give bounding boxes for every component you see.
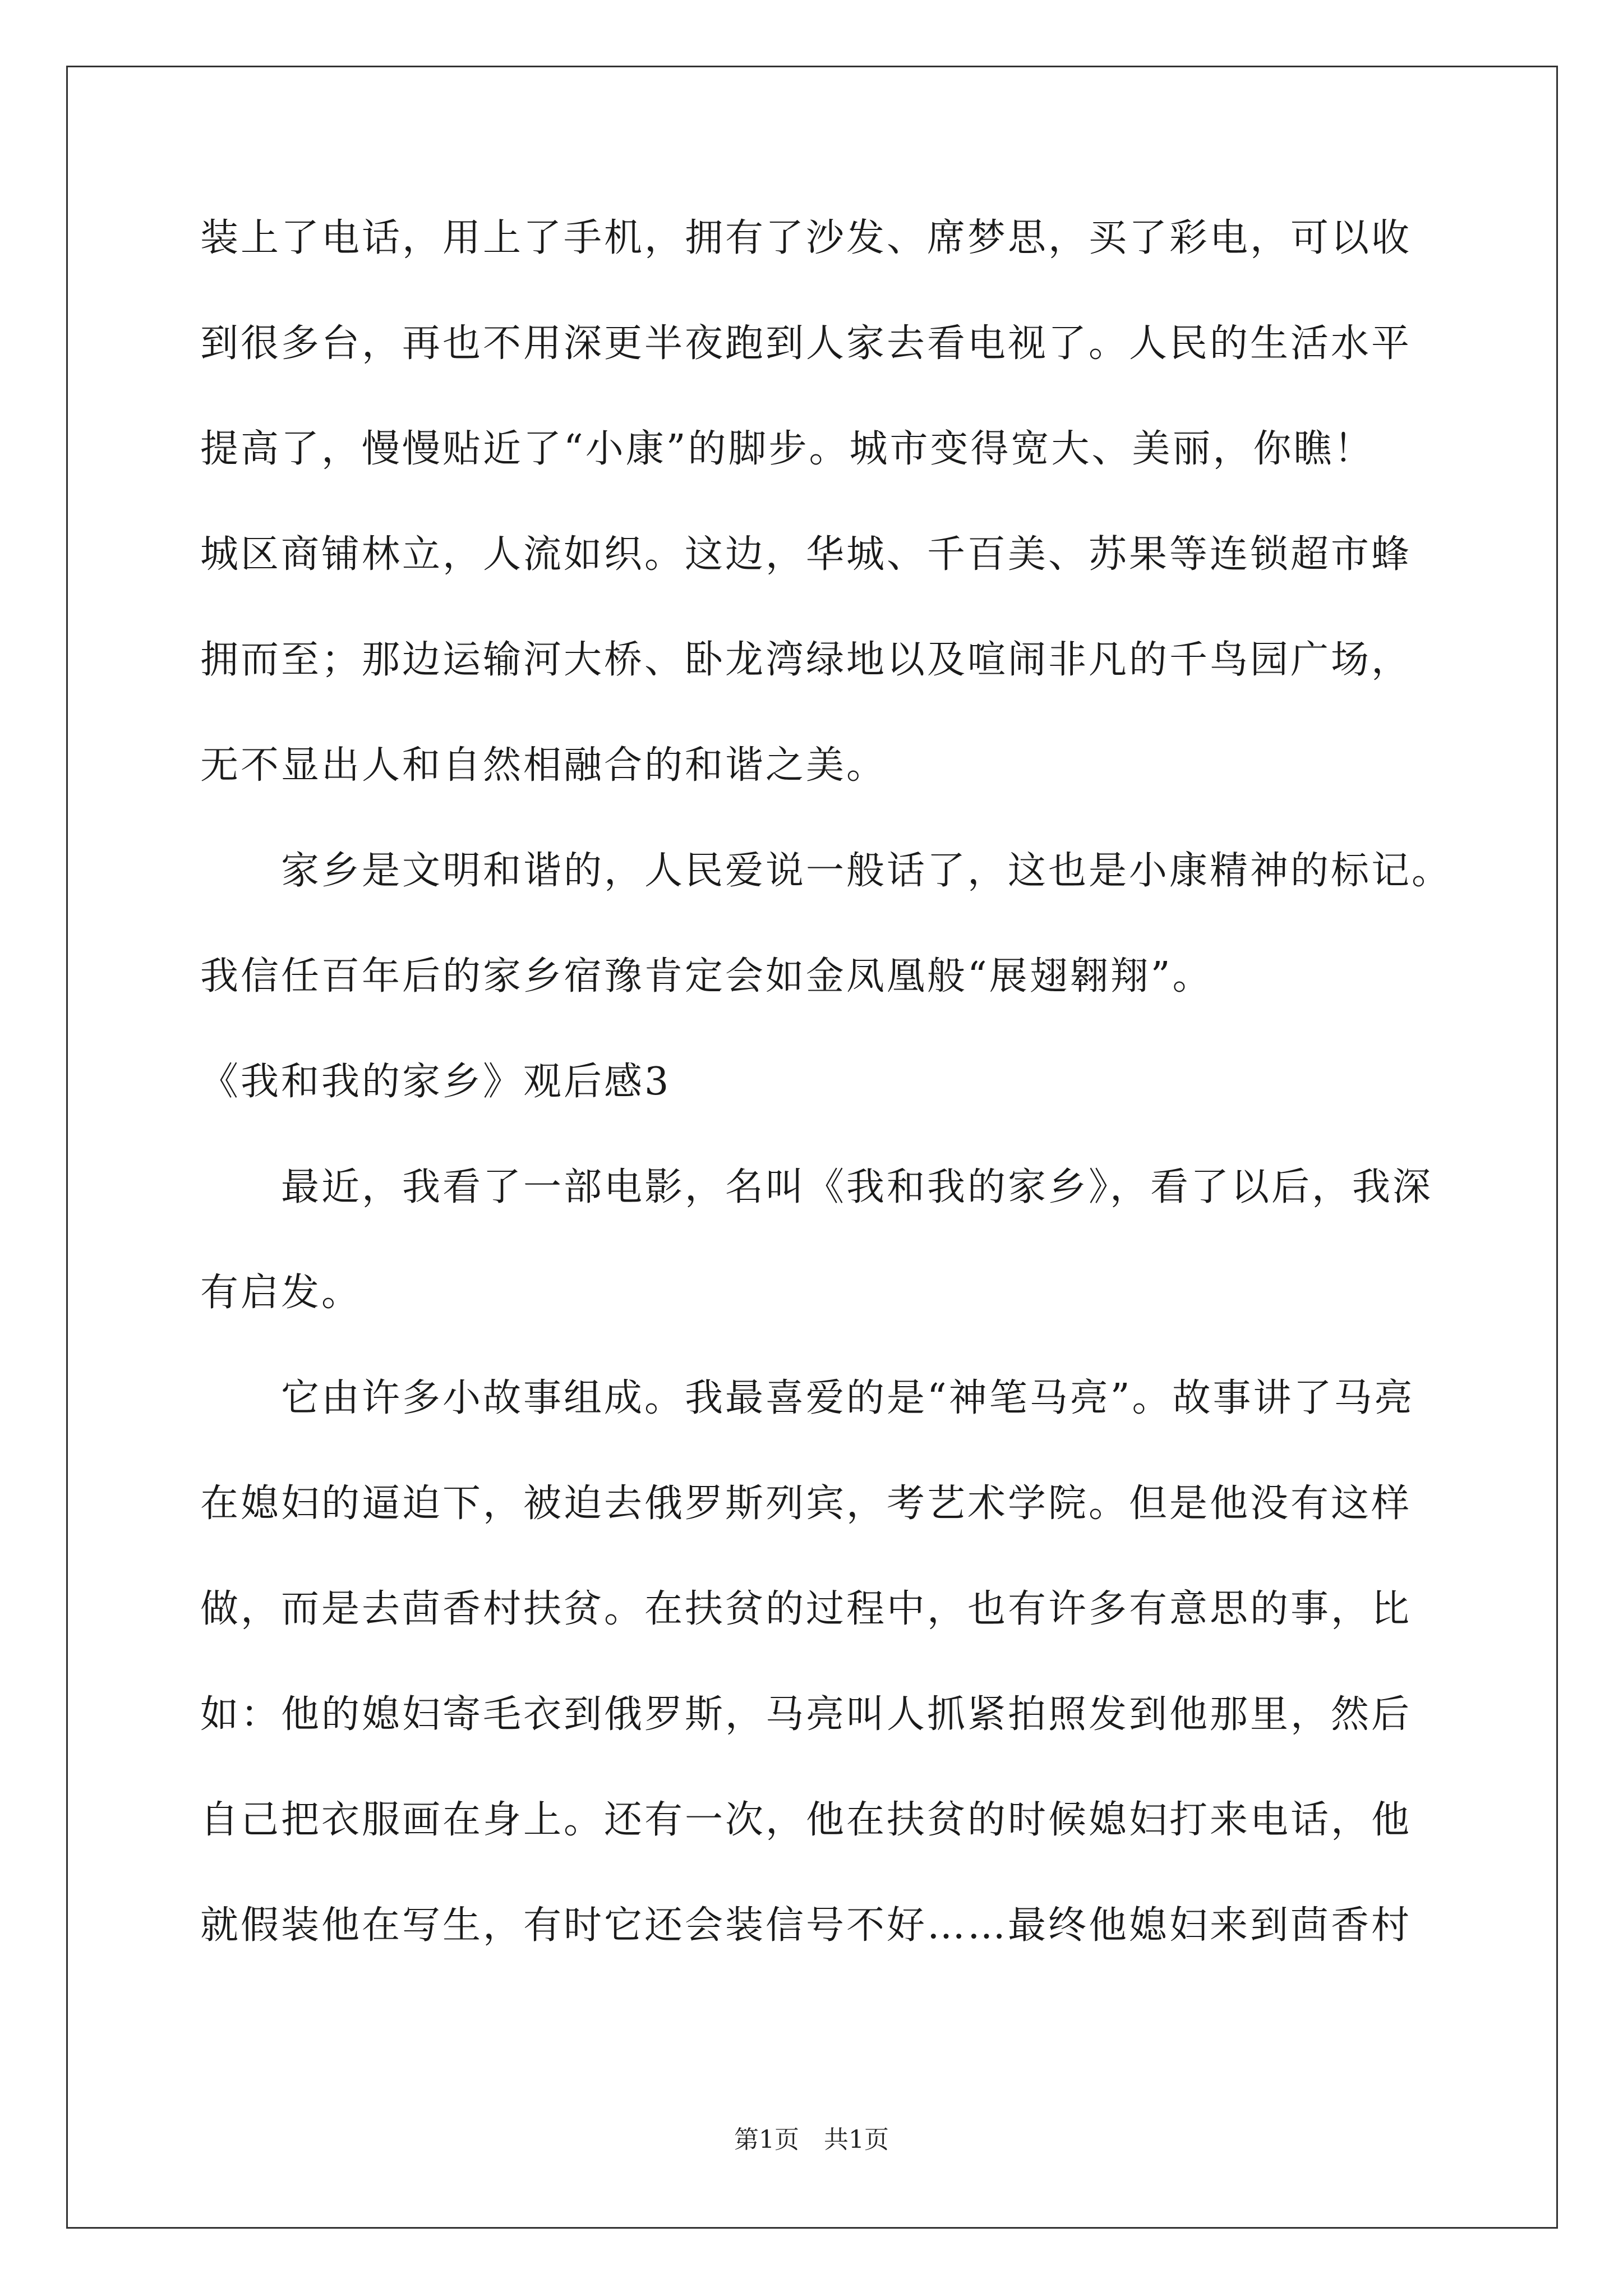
paragraph-start: 最近，我看了一部电影，名叫《我和我的家乡》，看了以后，我深 <box>200 1165 1433 1209</box>
paragraph-start: 它由许多小故事组成。我最喜爱的是“神笔马亮”。故事讲了马亮 <box>200 1376 1415 1420</box>
text-line: 到很多台，再也不用深更半夜跑到人家去看电视了。人民的生活水平 <box>200 321 1412 366</box>
text-line: 就假装他在写生，有时它还会装信号不好……最终他媳妇来到茴香村 <box>200 1903 1412 1948</box>
paragraph-start: 家乡是文明和谐的，人民爱说一般话了，这也是小康精神的标记。 <box>200 849 1453 893</box>
text-line: 如：他的媳妇寄毛衣到俄罗斯，马亮叫人抓紧拍照发到他那里，然后 <box>200 1692 1412 1737</box>
text-line: 拥而至；那边运输河大桥、卧龙湾绿地以及喧闹非凡的千鸟园广场， <box>200 638 1412 682</box>
text-line: 提高了，慢慢贴近了“小康”的脚步。城市变得宽大、美丽，你瞧！ <box>200 427 1375 471</box>
text-line: 我信任百年后的家乡宿豫肯定会如金凤凰般“展翅翱翔”。 <box>200 954 1213 999</box>
text-line: 在媳妇的逼迫下，被迫去俄罗斯列宾，考艺术学院。但是他没有这样 <box>200 1481 1412 1526</box>
text-line: 装上了电话，用上了手机，拥有了沙发、席梦思，买了彩电，可以收 <box>200 216 1412 260</box>
text-line: 有启发。 <box>200 1271 362 1315</box>
section-heading: 《我和我的家乡》观后感3 <box>200 1060 671 1104</box>
text-line: 城区商铺林立，人流如织。这边，华城、千百美、苏果等连锁超市蜂 <box>200 532 1412 577</box>
text-line: 无不显出人和自然相融合的和谐之美。 <box>200 743 887 788</box>
page-footer: 第1页 共1页 <box>734 2125 889 2154</box>
text-line: 做，而是去茴香村扶贫。在扶贫的过程中，也有许多有意思的事，比 <box>200 1587 1412 1631</box>
text-line: 自己把衣服画在身上。还有一次，他在扶贫的时候媳妇打来电话，他 <box>200 1798 1412 1842</box>
